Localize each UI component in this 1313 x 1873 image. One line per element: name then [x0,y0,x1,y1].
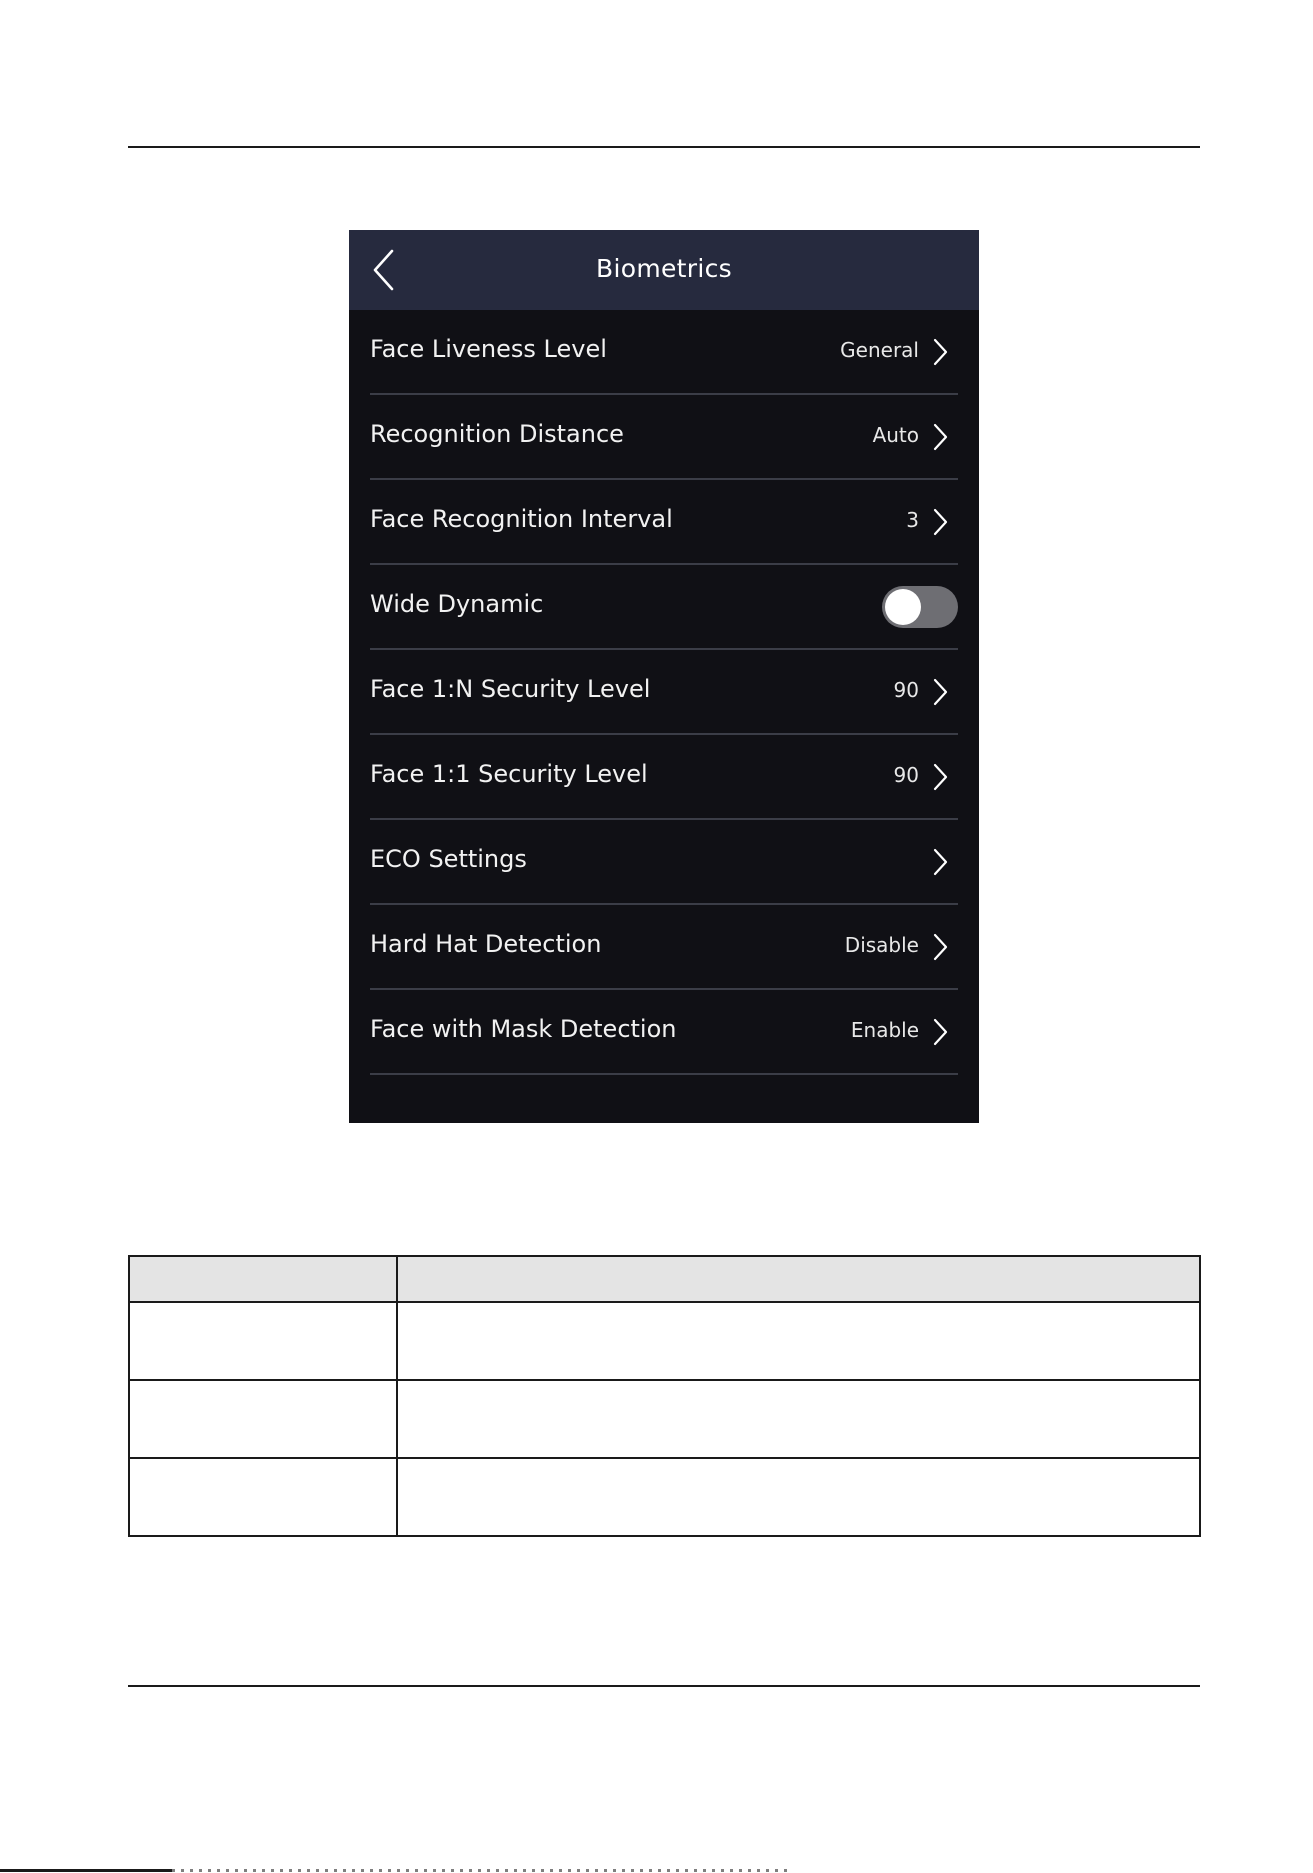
row-label: Face 1:N Security Level [370,675,651,703]
chevron-right-icon [932,763,948,791]
row-face-liveness-level[interactable] [370,310,958,395]
footer-text-strip [0,1866,800,1873]
device-screenshot [349,230,979,1123]
chevron-right-icon [932,508,948,536]
row-label: Face 1:1 Security Level [370,760,648,788]
footer-cropped-text [172,1869,792,1872]
row-eco-settings[interactable] [370,820,958,905]
row-face-with-mask-detection[interactable] [370,990,958,1075]
row-value: General [840,338,919,362]
toggle-knob [885,589,921,625]
title-bar [349,230,979,310]
table-row [129,1380,1200,1458]
row-face-recognition-interval[interactable] [370,480,958,565]
table-cell [397,1458,1200,1536]
table-header-cell [397,1256,1200,1302]
wide-dynamic-toggle[interactable] [882,586,958,628]
table-header-cell [129,1256,397,1302]
table-cell [397,1380,1200,1458]
row-label: Recognition Distance [370,420,624,448]
row-label: Face Recognition Interval [370,505,673,533]
page-title: Biometrics [596,254,732,283]
chevron-right-icon [932,1018,948,1046]
chevron-right-icon [932,678,948,706]
row-value: 90 [893,763,919,787]
chevron-right-icon [932,423,948,451]
row-value: 3 [906,508,919,532]
chevron-right-icon [932,338,948,366]
row-value: 90 [893,678,919,702]
row-value: Enable [850,1018,919,1042]
row-hard-hat-detection[interactable] [370,905,958,990]
row-label: ECO Settings [370,845,527,873]
row-value: Disable [844,933,919,957]
row-label: Face Liveness Level [370,335,607,363]
table-cell [397,1302,1200,1380]
table-header-row [129,1256,1200,1302]
table-cell [129,1380,397,1458]
row-label: Face with Mask Detection [370,1015,677,1043]
row-wide-dynamic [370,565,958,650]
footer-rule [128,1685,1200,1687]
chevron-right-icon [932,933,948,961]
footer-line [0,1869,172,1872]
row-face-11-security-level[interactable] [370,735,958,820]
header-rule [128,146,1200,148]
table-row [129,1458,1200,1536]
row-label: Hard Hat Detection [370,930,602,958]
table-cell [129,1302,397,1380]
chevron-right-icon [932,848,948,876]
table-row [129,1302,1200,1380]
row-face-1n-security-level[interactable] [370,650,958,735]
settings-list [370,310,958,1075]
table-cell [129,1458,397,1536]
parameter-table [128,1255,1201,1537]
row-label: Wide Dynamic [370,590,544,618]
row-value: Auto [872,423,919,447]
row-recognition-distance[interactable] [370,395,958,480]
